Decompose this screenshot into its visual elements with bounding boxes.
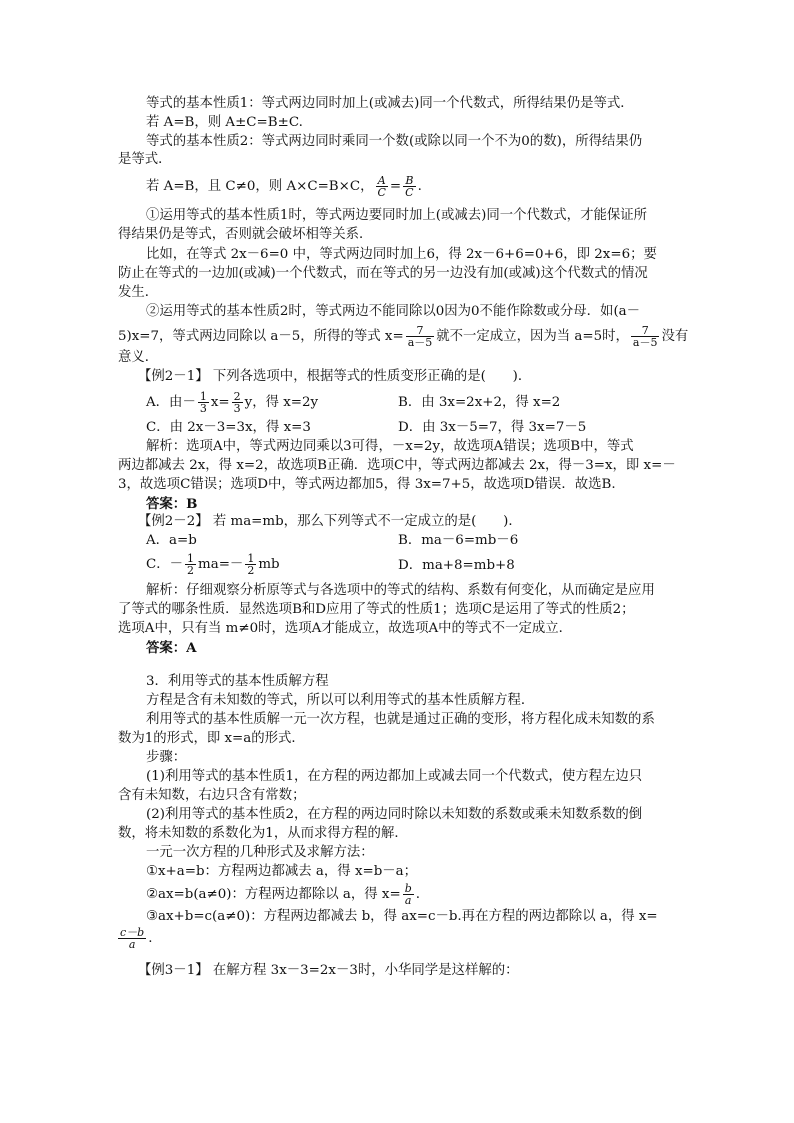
note-2-line-1: ②运用等式的基本性质2时，等式两边不能同除以0因为0不能作除数或分母．如(a－	[146, 304, 641, 319]
property-2-text-cont: 是等式．	[118, 152, 172, 167]
form-3-line-2: $\frac{c-b}{a}$ .	[120, 926, 153, 951]
solution-2-1-line-2: 两边都减去 2x，得 x=2，故选项B正确．选项C中，等式两边都减去 2x，得－3=x，即 x=－	[118, 458, 676, 473]
solution-2-2-line-3: 选项A中，只有当 m≠0时，选项A才能成立，故选项A中的等式不一定成立．	[118, 621, 573, 636]
fraction: $\frac{7}{a-5}$	[632, 324, 658, 349]
option-b: B．由 3x=2x+2，得 x=2	[398, 395, 561, 410]
property-1-text: 等式的基本性质1：等式两边同时加上(或减去)同一个代数式，所得结果仍是等式．	[146, 96, 634, 111]
form-3-line-1: ③ax+b=c(a≠0)：方程两边都减去 b，得 ax=c－b.再在方程的两边都除以 a，得 x=	[146, 909, 658, 924]
section-3-para-line-1: 利用等式的基本性质解一元一次方程，也就是通过正确的变形，将方程化成未知数的系	[146, 712, 655, 727]
option-c: C．由 2x－3=3x，得 x=3	[146, 420, 311, 435]
step-1-line-1: (1)利用等式的基本性质1，在方程的两边都加上或减去同一个代数式，使方程左边只	[146, 769, 643, 784]
example-2-1-title: 【例2－1】 下列各选项中，根据等式的性质变形正确的是( )．	[138, 369, 532, 384]
section-3-intro: 方程是含有未知数的等式，所以可以利用等式的基本性质解方程．	[146, 693, 535, 708]
fraction: $\frac{1}{3}$	[199, 390, 207, 415]
solution-2-2-line-2: 了等式的哪条性质．显然选项B和D应用了等式的性质1；选项C是运用了等式的性质2；	[118, 602, 635, 617]
fraction: $\frac{1}{2}$	[187, 552, 195, 577]
option-a: A．a=b	[146, 533, 197, 548]
form-2: ②ax=b(a≠0)：方程两边都除以 a，得 x= $\frac{b}{a}$ .	[146, 882, 420, 907]
forms-heading: 一元一次方程的几种形式及求解方法：	[146, 845, 374, 860]
note-1-line-2: 得结果仍是等式，否则就会破坏相等关系．	[118, 227, 373, 242]
option-c: C．－ $\frac{1}{2}$ ma=－ $\frac{1}{2}$ mb	[146, 552, 280, 577]
solution-2-2-line-1: 解析：仔细观察分析原等式与各选项中的等式的结构、系数有何变化，从而确定是应用	[146, 583, 655, 598]
example-2-2-title: 【例2－2】 若 ma=mb，那么下列等式不一定成立的是( )．	[138, 514, 522, 529]
fraction: $\frac{2}{3}$	[233, 390, 241, 415]
property-1-formula: 若 A=B，则 A±C=B±C.	[146, 115, 303, 130]
solution-2-1-line-3: 3，故选项C错误；选项D中，等式两边都加5，得 3x=7+5，故选项D错误．故选B.	[118, 477, 616, 492]
fraction: $\frac{7}{a-5}$	[407, 324, 433, 349]
example-line-1: 比如，在等式 2x－6=0 中，等式两边同时加上6，得 2x－6+6=0+6，即 2x=6；要	[146, 247, 657, 262]
option-a: A．由－ $\frac{1}{3}$ x= $\frac{2}{3}$ y，得 x=2y	[146, 390, 319, 415]
option-d: D．由 3x－5=7，得 3x=7－5	[398, 420, 587, 435]
example-3-1-title: 【例3－1】 在解方程 3x－3=2x－3时，小华同学是这样解的：	[138, 963, 519, 978]
answer-2-1: 答案：B	[146, 496, 198, 512]
option-d: D．ma+8=mb+8	[398, 558, 515, 573]
property-2-formula: 若 A=B，且 C≠0，则 A×C=B×C， $\frac{A}{C}$ = $\frac{B}{C}$ .	[146, 174, 422, 199]
note-1-line-1: ①运用等式的基本性质1时，等式两边要同时加上(或减去)同一个代数式，才能保证所	[146, 208, 648, 223]
form-1: ①x+a=b：方程两边都减去 a，得 x=b－a；	[146, 864, 418, 879]
example-line-3: 发生．	[118, 285, 159, 300]
option-b: B．ma－6=mb－6	[398, 533, 519, 548]
steps-label: 步骤：	[146, 750, 187, 765]
step-1-line-2: 含有未知数，右边只含有常数；	[118, 788, 306, 803]
step-2-line-2: 数，将未知数的系数化为1，从而求得方程的解．	[118, 826, 408, 841]
note-2-line-2: 5)x=7，等式两边同除以 a－5，所得的等式 x= $\frac{7}{a-5}$ 就不一定成立，因为当 a=5时， $\frac{7}{a-5}$ 没有	[118, 324, 689, 349]
section-3-heading: 3．利用等式的基本性质解方程	[146, 674, 329, 689]
example-line-2: 防止在等式的一边加(或减)一个代数式，而在等式的另一边没有加(或减)这个代数式的情况	[118, 266, 648, 281]
solution-2-1-line-1: 解析：选项A中，等式两边同乘以3可得，－x=2y，故选项A错误；选项B中，等式	[146, 439, 634, 454]
property-2-text: 等式的基本性质2：等式两边同时乘同一个数(或除以同一个不为0的数)，所得结果仍	[146, 134, 643, 149]
section-3-para-line-2: 数为1的形式，即 x=a的形式．	[118, 731, 305, 746]
fraction: $\frac{A}{C}$	[377, 174, 386, 199]
note-2-line-3: 意义．	[118, 350, 159, 365]
fraction: $\frac{B}{C}$	[405, 174, 414, 199]
step-2-line-1: (2)利用等式的基本性质2，在方程的两边同时除以未知数的系数或乘未知数系数的倒	[146, 807, 643, 822]
fraction: $\frac{c-b}{a}$	[120, 926, 145, 951]
formula-text: 若 A=B，且 C≠0，则 A×C=B×C，	[146, 179, 374, 194]
fraction: $\frac{b}{a}$	[404, 882, 412, 907]
answer-2-2: 答案：A	[146, 640, 197, 656]
fraction: $\frac{1}{2}$	[247, 552, 255, 577]
